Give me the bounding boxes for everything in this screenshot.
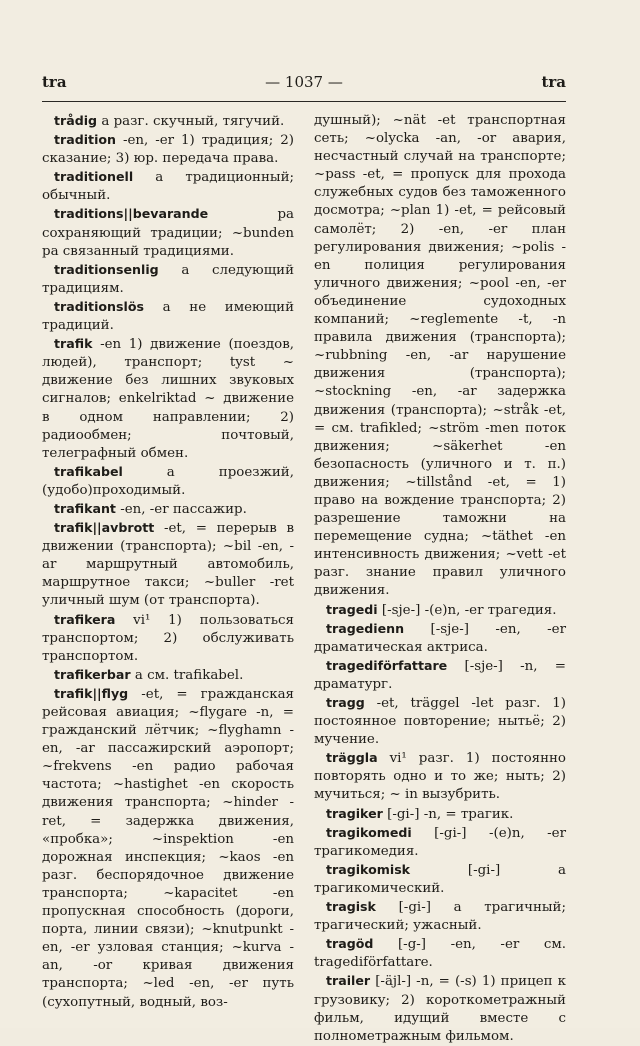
entry-body: pa сохраняющий традиции; ~bunden pa связанный традициями. <box>42 207 294 259</box>
dictionary-entry <box>42 168 294 205</box>
dictionary-entry <box>42 205 294 260</box>
entry-body: [-gi-] -(e)n, -er трагикомедия. <box>314 825 566 859</box>
headword: traditions||bevarande <box>54 206 209 222</box>
dictionary-entry <box>42 131 294 168</box>
entry-body: -en, -er пассажир. <box>115 501 247 517</box>
dictionary-entry <box>42 298 294 335</box>
entry-body: a см. trafikabel. <box>130 667 244 683</box>
headword: traditionslös <box>54 298 144 314</box>
dictionary-entry <box>314 935 566 972</box>
entry-body: -et, träggel -let разг. 1) постоянное повторение; нытьё; 2) мучение. <box>314 696 566 748</box>
dictionary-entry <box>42 611 294 666</box>
entry-body: душный); ~nät -et транспортная сеть; ~olycka -an, -or авария, несчастный случай на транспорте; ~pass -et, = пропуск для прохода служебных судов без таможенного досмотра; ~plan 1) -et, = рейсовый самолёт; 2) -en, -er план регулирования движения; ~polis -en полиция регулирования уличного движения; ~pool -en, -er объединение судоходных компаний; ~reglemente -t, -n правила движения (транспорта); ~rubbning -en, -ar нарушение движения (транспорта); ~stockning -en, -ar задержка движения (транспорта); ~stråk -et, = см. trafikled; ~ström -men поток движения; ~säkerhet -en безопасность (уличного и т. п.) движения; ~tillstånd -et, = 1) право на вождение транспорта; 2) разрешение таможни на перемещение судна; ~täthet -en интенсивность движения; ~vett -et разг. знание правил уличного движения. <box>314 113 566 599</box>
dictionary-entry <box>42 335 294 463</box>
headword: tragisk <box>326 899 376 915</box>
dictionary-entry <box>314 972 566 1045</box>
entry-body: a разг. скучный, тягучий. <box>97 114 285 129</box>
dictionary-entry <box>42 463 294 500</box>
headword: traditionell <box>54 169 134 185</box>
dictionary-entry <box>42 685 294 1012</box>
entry-body: [-äjl-] -n, = (-s) 1) прицеп к грузовику; 2) короткометражный фильм, идущий вместе с полнометражным фильмом. <box>314 974 566 1044</box>
entry-body: -en 1) движение (поездов, людей), транспорт; tyst ~ движение без лишних звуковых сигналов; enkelriktad ~ движение в одном направлении; 2) радиообмен; почтовый, телеграфный обмен. <box>42 337 294 461</box>
dictionary-entry <box>314 824 566 861</box>
dictionary-entry <box>314 805 566 824</box>
entry-body: [-sje-] -n, = драматург. <box>314 658 566 692</box>
headword: tragiker <box>326 805 383 821</box>
headword: trafikerbar <box>54 666 131 682</box>
entry-body: vi¹ разг. 1) постоянно повторять одно и то же; ныть; 2) мучиться; ~ in вызубрить. <box>314 751 566 803</box>
entry-body: [-gi-] a трагичный; трагический; ужасный. <box>314 900 566 934</box>
entry-body: [-gi-] -n, = трагик. <box>382 806 514 822</box>
dictionary-entry <box>42 519 294 610</box>
entry-body: [-gi-] a трагикомический. <box>314 862 566 896</box>
headword: tragöd <box>326 936 374 952</box>
entry-body: [-sje-] -(e)n, -er трагедия. <box>377 602 557 618</box>
entry-body: -et, = перерыв в движении (транспорта); ~bil -en, -ar маршрутный автомобиль, маршрутное такси; ~buller -ret уличный шум (от транспорта). <box>42 521 294 609</box>
headword: traditionsenlig <box>54 261 159 277</box>
dictionary-entry <box>42 500 294 519</box>
headword: trafik||flyg <box>54 685 129 701</box>
page-number: — 1037 — <box>265 73 343 91</box>
headword: trafik <box>54 336 93 352</box>
headword: tragikomisk <box>326 861 411 877</box>
headword: trafikera <box>54 611 116 627</box>
entry-continuation <box>314 112 566 601</box>
entry-body: a проезжий, (удобо)проходимый. <box>42 464 294 498</box>
entry-body: [-sje-] -en, -er драматическая актриса. <box>314 621 566 655</box>
entry-body: a не имеющий традиций. <box>42 299 294 334</box>
headword: tradition <box>54 132 117 148</box>
header-rule <box>42 101 566 102</box>
dictionary-entry <box>314 694 566 749</box>
dictionary-entry <box>314 657 566 694</box>
dictionary-entry <box>314 620 566 657</box>
headword: tragedienn <box>326 620 405 636</box>
right-column <box>314 112 566 1046</box>
entry-body: -en, -er 1) традиция; 2) сказание; 3) юр. передача права. <box>42 133 294 167</box>
dictionary-entry <box>314 861 566 898</box>
dictionary-entry <box>314 898 566 935</box>
headword: trådig <box>54 113 98 128</box>
entry-body: a традиционный; обычный. <box>42 170 294 204</box>
dictionary-entry <box>42 666 294 685</box>
headword: trailer <box>326 973 371 989</box>
left-column <box>42 112 294 1012</box>
running-head <box>42 72 566 96</box>
dictionary-entry <box>42 261 294 298</box>
entry-body: a следующий традициям. <box>42 262 294 296</box>
headword: träggla <box>326 750 378 766</box>
entry-body: -et, = гражданская рейсовая авиация; ~flygare -n, = гражданский лётчик; ~flyghamn -en, -ar пассажирский аэропорт; ~frekvens -en радио рабочая частота; ~hastighet -en скорость движения транспорта; ~hinder -ret, = задержка движения, «пробка»; ~inspektion -en дорожная инспекция; ~kaos -en разг. беспорядочное движение транспорта; ~kapacitet -en пропускная способность (дороги, порта, линии связи); ~knutpunkt -en, -er узловая станция; ~kurva -an, -or кривая движения транспорта; ~led -en, -er путь (сухопутный, водный, воз- <box>42 686 294 1010</box>
left-guide-word: tra <box>42 73 67 91</box>
headword: trafik||avbrott <box>54 520 155 536</box>
dictionary-entry <box>314 749 566 804</box>
headword: trafikant <box>54 500 116 516</box>
headword: tragedi <box>326 601 378 617</box>
right-guide-word: tra <box>541 73 566 91</box>
headword: tragediförfattare <box>326 657 448 673</box>
dictionary-entry <box>314 601 566 620</box>
headword: trafikabel <box>54 463 123 479</box>
headword: tragikomedi <box>326 824 412 840</box>
entry-body: vi¹ 1) пользоваться транспортом; 2) обслуживать транспортом. <box>42 612 294 664</box>
entry-body: [-g-] -en, -er см. tragediförfattare. <box>314 937 566 971</box>
dictionary-entry <box>42 112 294 131</box>
headword: tragg <box>326 695 365 710</box>
